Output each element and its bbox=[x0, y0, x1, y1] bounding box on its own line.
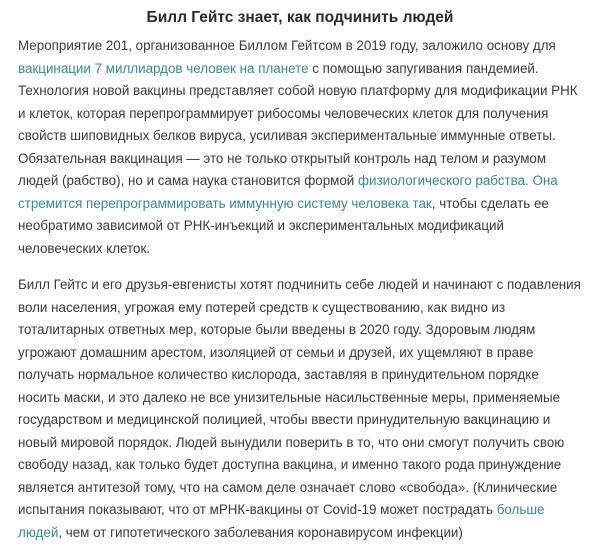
paragraph-1-text-1: Мероприятие 201, организованное Биллом Гейтсом в 2019 году, заложило основу для bbox=[18, 38, 556, 53]
link-more-people[interactable]: больше людей bbox=[18, 502, 545, 540]
article-paragraph-2 bbox=[18, 274, 582, 544]
paragraph-1-text-4: , чтобы сделать ее необратимо зависимой от РНК-инъекций и экспериментальных модификаций человеческих клеток. bbox=[18, 195, 549, 256]
article-paragraph-1 bbox=[18, 35, 582, 260]
paragraph-2-text-1: Билл Гейтс и его друзья-евгенисты хотят подчинить себе людей и начинают с подавления воли населения, угрожая ему потерей средств к существованию, как видно из тоталитарных ответных мер, которые были введены в 2020 году. Здоровым людям угрожают домашним арестом, изоляцией от семьи и друзей, их ущемляют в праве получать нормальное количество кислорода, заставляя в принудительном порядке носить маски, и это далеко не все унизительные насильственные меры, применяемые государством и медицинской полицией, чтобы ввести принудительную вакцинацию и новый мировой порядок. Людей вынудили поверить в то, что они смогут получить свою свободу назад, как только будет доступна вакцина, и именно такого рода принуждение является антитезой тому, что на самом деле означает слово «свобода». (Клинические испытания показывают, что от мРНК-вакцины от Covid-19 может пострадать bbox=[18, 277, 581, 517]
article-title: Билл Гейтс знает, как подчинить людей bbox=[146, 9, 454, 26]
paragraph-2-text-2: , чем от гипотетического заболевания коронавирусом инфекции) bbox=[58, 524, 463, 540]
link-reprogram-immune-system[interactable]: Она стремится перепрограммировать иммунную систему человека так bbox=[18, 173, 558, 211]
paragraph-1-text-2: с помощью запугивания пандемией. Технология новой вакцины представляет собой новую платформу для модификации РНК и клеток, которая перепрограммирует рибосомы человеческих клеток для получения свойств шиповидных белков вируса, усиливая экспериментальные иммунные ответы. Обязательная вакцинация — это не только открытый контроль над телом и разумом людей (рабство), но и сама наука становится формой bbox=[18, 60, 578, 188]
link-physiological-slavery[interactable]: физиологического рабства. bbox=[358, 173, 529, 188]
link-vaccination-7-billion[interactable]: вакцинации 7 миллиардов человек на планете bbox=[18, 60, 309, 76]
